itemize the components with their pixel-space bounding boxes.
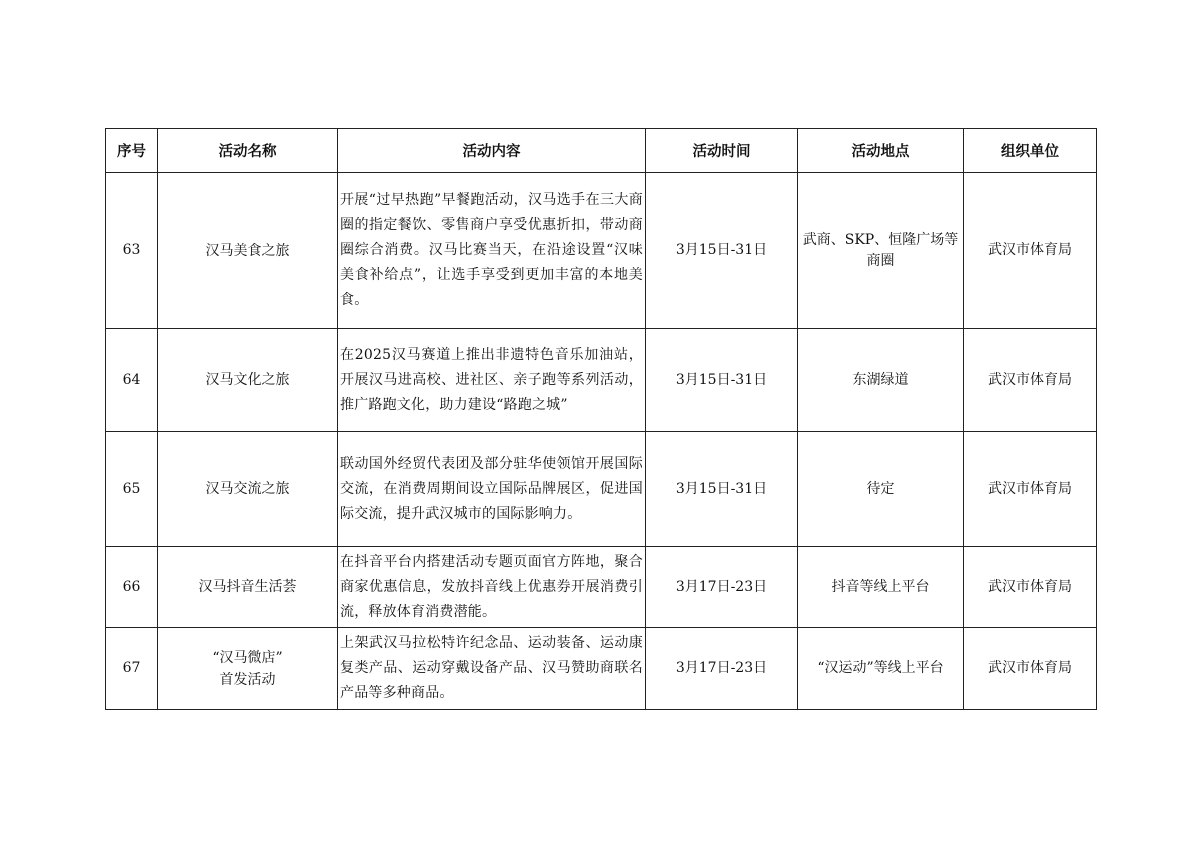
row-serial-number: 65 <box>106 432 158 547</box>
row-activity-content: 联动国外经贸代表团及部分驻华使领馆开展国际交流，在消费周期间设立国际品牌展区，促进国际交流，提升武汉城市的国际影响力。 <box>338 432 646 547</box>
row-activity-time: 3月15日-31日 <box>646 329 798 432</box>
table-row <box>106 329 1097 432</box>
row-activity-name: “汉马微店” 首发活动 <box>158 628 338 710</box>
row-activity-time: 3月15日-31日 <box>646 432 798 547</box>
table-row <box>106 173 1097 329</box>
header-activity-location: 活动地点 <box>798 129 964 173</box>
row-organizer: 武汉市体育局 <box>964 173 1097 329</box>
row-activity-time: 3月15日-31日 <box>646 173 798 329</box>
row-activity-time: 3月17日-23日 <box>646 628 798 710</box>
row-organizer: 武汉市体育局 <box>964 547 1097 628</box>
row-organizer: 武汉市体育局 <box>964 628 1097 710</box>
row-activity-location: 待定 <box>798 432 964 547</box>
row-activity-content: 在抖音平台内搭建活动专题页面官方阵地，聚合商家优惠信息，发放抖音线上优惠券开展消费引流，释放体育消费潜能。 <box>338 547 646 628</box>
header-serial-number: 序号 <box>106 129 158 173</box>
header-activity-time: 活动时间 <box>646 129 798 173</box>
table-row <box>106 628 1097 710</box>
row-activity-content: 上架武汉马拉松特许纪念品、运动装备、运动康复类产品、运动穿戴设备产品、汉马赞助商联名产品等多种商品。 <box>338 628 646 710</box>
header-organizer: 组织单位 <box>964 129 1097 173</box>
row-activity-name: 汉马交流之旅 <box>158 432 338 547</box>
row-serial-number: 67 <box>106 628 158 710</box>
row-activity-location: “汉运动”等线上平台 <box>798 628 964 710</box>
table-header-row <box>106 129 1097 173</box>
activity-table <box>105 128 1097 710</box>
row-activity-time: 3月17日-23日 <box>646 547 798 628</box>
row-activity-name: 汉马抖音生活荟 <box>158 547 338 628</box>
row-activity-content: 在2025汉马赛道上推出非遗特色音乐加油站，开展汉马进高校、进社区、亲子跑等系列活动，推广路跑文化，助力建设“路跑之城” <box>338 329 646 432</box>
row-activity-location: 抖音等线上平台 <box>798 547 964 628</box>
row-activity-location: 武商、SKP、恒隆广场等商圈 <box>798 173 964 329</box>
row-organizer: 武汉市体育局 <box>964 432 1097 547</box>
row-serial-number: 63 <box>106 173 158 329</box>
row-activity-name: 汉马文化之旅 <box>158 329 338 432</box>
row-activity-content: 开展“过早热跑”早餐跑活动，汉马选手在三大商圈的指定餐饮、零售商户享受优惠折扣，带动商圈综合消费。汉马比赛当天，在沿途设置“汉味美食补给点”，让选手享受到更加丰富的本地美食。 <box>338 173 646 329</box>
row-activity-location: 东湖绿道 <box>798 329 964 432</box>
table-row <box>106 432 1097 547</box>
row-activity-name: 汉马美食之旅 <box>158 173 338 329</box>
row-organizer: 武汉市体育局 <box>964 329 1097 432</box>
table-row <box>106 547 1097 628</box>
header-activity-name: 活动名称 <box>158 129 338 173</box>
row-serial-number: 64 <box>106 329 158 432</box>
header-activity-content: 活动内容 <box>338 129 646 173</box>
row-serial-number: 66 <box>106 547 158 628</box>
